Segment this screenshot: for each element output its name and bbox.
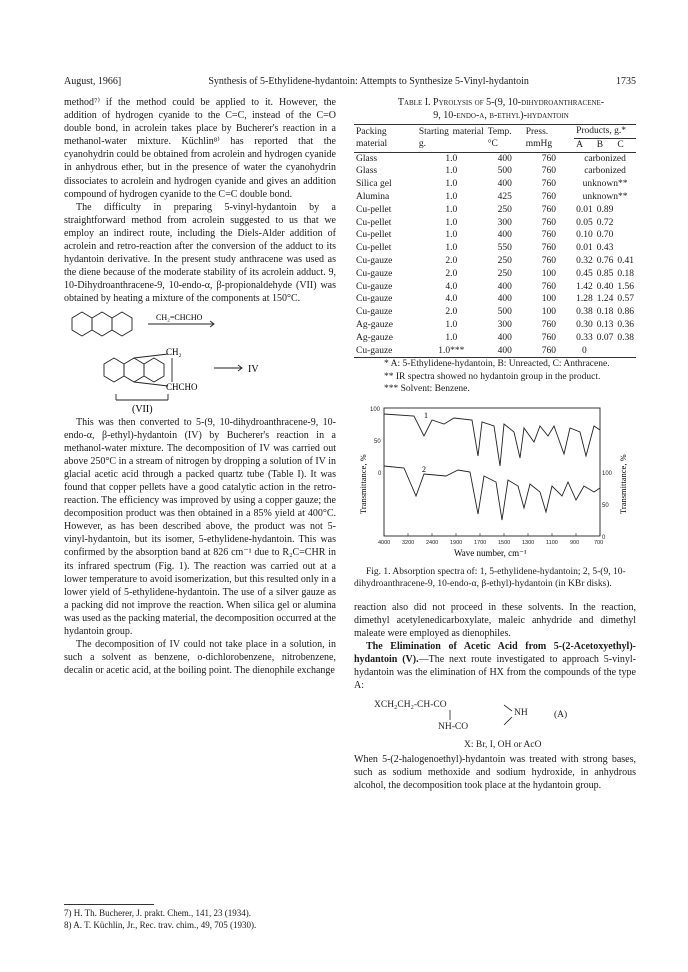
curve-1-label: 1	[424, 410, 428, 420]
pyrolysis-table	[354, 124, 636, 358]
table-cell: 760	[541, 319, 557, 330]
table-cell: 0.41	[617, 255, 634, 266]
y-tick-right: 100	[602, 470, 613, 477]
formula-x: X: Br, I, OH or AcO	[464, 739, 542, 750]
table-cell: 760	[524, 345, 574, 358]
table-cell: Cu-gauze	[356, 307, 393, 318]
scheme-reagent: CH₂=CHCHO	[156, 312, 203, 322]
table-cell: 0.76	[596, 255, 614, 266]
table-cell: 760	[541, 217, 557, 228]
table-cell: 0.13	[596, 319, 614, 330]
paragraph: The difficulty in preparing 5-vinyl-hydantoin by a straightforward method from acrolein suggested to us that we employ an indirect route, including the Diels-Alder addition of acrolein and retro-reaction after the conversion of the adduct to its hydantoin derivative. In the present study anthracene was used as the diene because of the moderate stability of its acrolein adduct. 9, 10-Dihydroanthracene-9, 10-endo-α, β-propionaldehyde (VII) was obtained by heating a mixture of the components at 150°C.	[64, 201, 336, 305]
table-cell: 250	[497, 255, 512, 266]
scheme-product: IV	[248, 363, 259, 375]
table-cell: 400	[497, 153, 512, 164]
table-cell: 400	[497, 230, 512, 241]
paragraph: method⁷⁾ if the method could be applied to it. However, the addition of hydrogen cyanide to the C=C, instead of the C=O double bond, in acrolein takes place by Bucherer's reaction in a methanol-water mixture. Küchlin⁸⁾ has reported that the cyanohydrin could be obtained from acrolein and hydrogen cyanide in anhydrous ether, but in the presence of water the cyanohydrin dissociates to acrolein and hydrogen cyanide and gives an addition compound of hydrogen cyanide to the C=C double bond.	[64, 97, 336, 200]
table-row	[354, 319, 636, 332]
table-cell: carbonized	[584, 153, 626, 164]
paragraph: When 5-(2-halogenoethyl)-hydantoin was treated with strong bases, such as sodium methoxide and sodium hydroxide, in anhydrous alcohol, the decomposition took place at the hydantoin group.	[354, 753, 636, 791]
table-cell: 100	[541, 294, 557, 305]
table-row	[354, 268, 636, 281]
table-note: ** IR spectra showed no hydantoin group in the product.	[384, 371, 601, 382]
scheme-label: (VII)	[132, 403, 153, 415]
table-cell: 400	[497, 294, 512, 305]
left-column	[64, 96, 336, 677]
table-cell: 550	[497, 243, 512, 254]
table-cell: Cu-pellet	[356, 243, 392, 254]
table-row	[354, 229, 636, 242]
table-cell: 4.0	[445, 294, 458, 305]
table-cell: 1.0	[445, 243, 458, 254]
table-cell	[615, 204, 636, 217]
table-cell: 1.0	[445, 217, 458, 228]
table-row	[354, 152, 636, 165]
col-a: A	[574, 138, 595, 152]
table-cell: 0.07	[596, 332, 614, 343]
table-cell: 500	[497, 307, 512, 318]
table-cell: Alumina	[356, 191, 390, 202]
scheme-chcho: CHCHO	[166, 381, 198, 392]
section-heading: The Elimination of Acetic Acid from 5-(2-Acetoxyethyl)-hydantoin (V).	[354, 641, 636, 666]
table-row	[354, 165, 636, 178]
col-c: C	[615, 138, 636, 152]
y-axis-label-left: Transmittance, %	[358, 454, 368, 514]
table-cell: 760	[541, 204, 557, 215]
footnote: 8) A. T. Küchlin, Jr., Rec. trav. chim., 49, 705 (1930).	[64, 919, 257, 930]
col-press: Press. mmHg	[524, 125, 574, 153]
table-cell: Cu-gauze	[354, 345, 417, 358]
table-cell: Glass	[356, 153, 378, 164]
table-cell: 1.0	[445, 179, 458, 190]
x-axis-label: Wave number, cm⁻¹	[454, 547, 527, 558]
table-cell: 425	[497, 191, 512, 202]
table-cell: 2.0	[445, 307, 458, 318]
table-cell: 2.0	[445, 268, 458, 279]
y-tick-right: 0	[602, 534, 606, 541]
table-cell: 1.0	[445, 332, 458, 343]
x-tick-label: 4000	[378, 539, 391, 546]
table-note: *** Solvent: Benzene.	[384, 384, 470, 395]
table-cell: Cu-gauze	[356, 255, 393, 266]
y-tick-left: 50	[374, 438, 381, 445]
table-cell: 300	[497, 217, 512, 228]
table-cell: 250	[497, 268, 512, 279]
table-row	[354, 242, 636, 255]
footnote-rule	[64, 904, 154, 905]
col-products: Products, g.*	[574, 125, 636, 139]
table-cell: Cu-pellet	[356, 204, 392, 215]
table-cell: 0.30	[576, 319, 593, 330]
table-cell: 760	[541, 179, 557, 190]
y-axis-label-right: Transmittance, %	[618, 454, 628, 514]
x-tick-label: 1100	[546, 539, 558, 546]
table-cell: 4.0	[445, 281, 458, 292]
x-tick-label: 1900	[450, 539, 463, 546]
table-cell: 0.33	[576, 332, 593, 343]
figure-caption: Fig. 1. Absorption spectra of: 1, 5-ethylidene-hydantoin; 2, 5-(9, 10-dihydroanthracene-9, 10-endo-α, β-ethyl)-hydantoin (in KBr disks).	[354, 566, 626, 590]
table-cell: 0.43	[596, 243, 614, 254]
page-number: 1735	[616, 76, 636, 87]
table-cell: 760	[541, 281, 557, 292]
table-cell: 1.28	[576, 294, 593, 305]
table-cell: 760	[541, 332, 557, 343]
table-cell: 0.57	[617, 294, 634, 305]
table-cell: Silica gel	[356, 179, 392, 190]
table-row	[354, 217, 636, 230]
table-cell: 760	[541, 166, 557, 177]
right-column	[354, 96, 636, 792]
col-packing: Packing material	[354, 125, 417, 153]
paragraph: This was then converted to 5-(9, 10-dihydroanthracene-9, 10-endo-α, β-ethyl)-hydantoin (IV) by Bucherer's reaction in a methanol-water mixture. The decomposition of IV was carried out above 250°C in a stream of nitrogen by dropping a solution of IV in glacial acetic acid through a packed quartz tube (Table I). It was found that copper pellets have a good catalytic action in the retro-reaction. The efficiency was improved by using a copper gauze; the decomposition product was then obtained in a 85% yield at 400°C. However, as has been described above, the product was not 5-vinyl-hydantoin, but its isomer, 5-ethylidene-hydantoin. This was confirmed by the absorption band at 826 cm⁻¹ due to R₂C=CHR in its infrared spectrum (Fig. 1). The reaction was carried out at a lower temperature to avoid isomerization, but this resulted only in a lower yield of 5-ethylidene-hydantoin. The use of a silver gauze as a packing did not improve the reaction. When silica gel or alumina was used as the packing material, the decomposition occurred at the hydantoin group.	[64, 416, 336, 637]
table-cell: 0.70	[596, 230, 614, 241]
table-row	[354, 204, 636, 217]
table-cell: 300	[497, 319, 512, 330]
table-cell: 1.24	[596, 294, 614, 305]
paragraph: The decomposition of IV could not take place in a solution, in such a solvent as benzene, o-dichlorobenzene, nitrobenzene, decalin or acetic acid, at the boiling point. The dienophile exchange	[64, 639, 336, 677]
table-row	[354, 345, 636, 358]
table-cell: 0.85	[596, 268, 614, 279]
table-cell: 1.56	[617, 281, 634, 292]
x-tick-label: 1300	[522, 539, 535, 546]
y-tick-right: 50	[602, 502, 609, 509]
x-tick-label: 1700	[474, 539, 487, 546]
table-row	[354, 255, 636, 268]
table-cell: unknown**	[582, 191, 628, 202]
table-cell: 0.36	[617, 319, 634, 330]
table-cell: 0.01	[576, 204, 593, 215]
table-cell: 0.89	[596, 204, 614, 215]
table-cell	[615, 229, 636, 242]
table-row	[354, 306, 636, 319]
formula-top: XCH₂CH₂-CH-CO	[374, 699, 447, 710]
table-cell: 0.72	[596, 217, 614, 228]
table-cell: 500	[497, 166, 512, 177]
table-cell: 400	[497, 332, 512, 343]
table-cell: 1.0	[445, 319, 458, 330]
table-cell: 1.0	[445, 204, 458, 215]
table-caption-line2: 9, 10-endo-α, β-ethyl)-hydantoin	[433, 110, 569, 121]
col-starting: Starting material g.	[417, 125, 486, 153]
table-cell: 1.0***	[417, 345, 486, 358]
table-cell: Cu-pellet	[356, 217, 392, 228]
table-row	[354, 281, 636, 294]
table-cell: Ag-gauze	[356, 319, 393, 330]
formula-bottom: NH-CO	[438, 721, 469, 732]
table-cell: 0.38	[576, 307, 593, 318]
formula-nh: NH	[514, 707, 528, 718]
table-row	[354, 293, 636, 306]
y-tick-left: 0	[378, 470, 382, 477]
y-tick-left: 100	[370, 406, 381, 413]
table-cell: 0.32	[576, 255, 593, 266]
table-cell: 760	[541, 153, 557, 164]
table-cell: 1.0	[445, 230, 458, 241]
ir-spectra-chart	[354, 396, 636, 566]
table-cell: 1.42	[576, 281, 593, 292]
table-cell: 760	[541, 243, 557, 254]
table-cell: 100	[541, 307, 557, 318]
formula-label: (A)	[554, 709, 568, 720]
table-note: * A: 5-Ethylidene-hydantoin, B: Unreacted, C: Anthracene.	[384, 359, 610, 370]
table-cell: 100	[541, 268, 557, 279]
table-cell	[615, 242, 636, 255]
table-cell: 400	[486, 345, 524, 358]
table-cell: Ag-gauze	[356, 332, 393, 343]
table-cell: 0.05	[576, 217, 593, 228]
table-cell: 0.18	[596, 307, 614, 318]
x-tick-label: 3200	[402, 539, 415, 546]
table-cell	[615, 345, 636, 358]
x-tick-label: 700	[594, 539, 604, 546]
table-caption: Table I. Pyrolysis of 5-(9, 10-dihydroanthracene-	[397, 97, 605, 108]
table-cell: 2.0	[445, 255, 458, 266]
table-cell: Glass	[356, 166, 378, 177]
formula-structure	[354, 693, 636, 753]
table-cell: 0.10	[576, 230, 593, 241]
table-row	[354, 332, 636, 345]
header-date: August, 1966]	[64, 76, 122, 87]
ir-figure	[354, 396, 636, 566]
x-tick-label: 1500	[498, 539, 511, 546]
col-b: B	[595, 138, 616, 152]
table-cell: Cu-gauze	[356, 281, 393, 292]
header-title: Synthesis of 5-Ethylidene-hydantoin: Attempts to Synthesize 5-Vinyl-hydantoin	[208, 76, 529, 87]
col-temp: Temp. °C	[486, 125, 524, 153]
table-cell: 0.40	[596, 281, 614, 292]
table-cell: 1.0	[445, 191, 458, 202]
table-cell: carbonized	[584, 166, 626, 177]
compound-formula	[354, 693, 636, 753]
table-cell	[615, 217, 636, 230]
paragraph: —The next route investigated to approach 5-vinyl-hydantoin was the elimination of HX from the compounds of the type A:	[354, 654, 636, 692]
plot-frame	[384, 408, 600, 536]
footnote: 7) H. Th. Bucherer, J. prakt. Chem., 141, 23 (1934).	[64, 908, 251, 918]
x-tick-label: 900	[570, 539, 580, 546]
curve-2-label: 2	[422, 464, 426, 474]
running-header	[64, 76, 636, 90]
spectrum-curve-2	[384, 466, 600, 520]
x-tick-label: 2400	[426, 539, 439, 546]
table-cell: 0.38	[617, 332, 634, 343]
table-cell: 1.0	[445, 153, 458, 164]
footnotes	[64, 904, 336, 931]
table-row	[354, 178, 636, 191]
reaction-scheme	[64, 306, 336, 416]
table-row	[354, 191, 636, 204]
table-cell: 400	[497, 179, 512, 190]
table-cell: 1.0	[445, 166, 458, 177]
table-cell: 0.45	[576, 268, 593, 279]
table-cell: Cu-pellet	[356, 230, 392, 241]
table-cell: Cu-gauze	[356, 268, 393, 279]
table-cell: 760	[541, 191, 557, 202]
table-cell: Cu-gauze	[356, 294, 393, 305]
table-cell: 0.18	[617, 268, 634, 279]
anthracene-structure	[64, 306, 336, 416]
paragraph: reaction also did not proceed in these solvents. In the reaction, dimethyl acetylenedicarboxylate, maleic anhydride and dimethyl maleate were employed as dienophiles.	[354, 601, 636, 640]
table-cell: 0.01	[576, 243, 593, 254]
table-cell: 250	[497, 204, 512, 215]
spectrum-curve-1	[384, 414, 600, 466]
table-cell: 400	[497, 281, 512, 292]
table-cell: unknown**	[582, 179, 628, 190]
table-cell: 0	[574, 345, 595, 358]
table-cell	[595, 345, 616, 358]
table-cell: 760	[541, 255, 557, 266]
table-cell: 0.86	[617, 307, 634, 318]
scheme-ch2: CH₂	[166, 346, 182, 357]
table-cell: 760	[541, 230, 557, 241]
